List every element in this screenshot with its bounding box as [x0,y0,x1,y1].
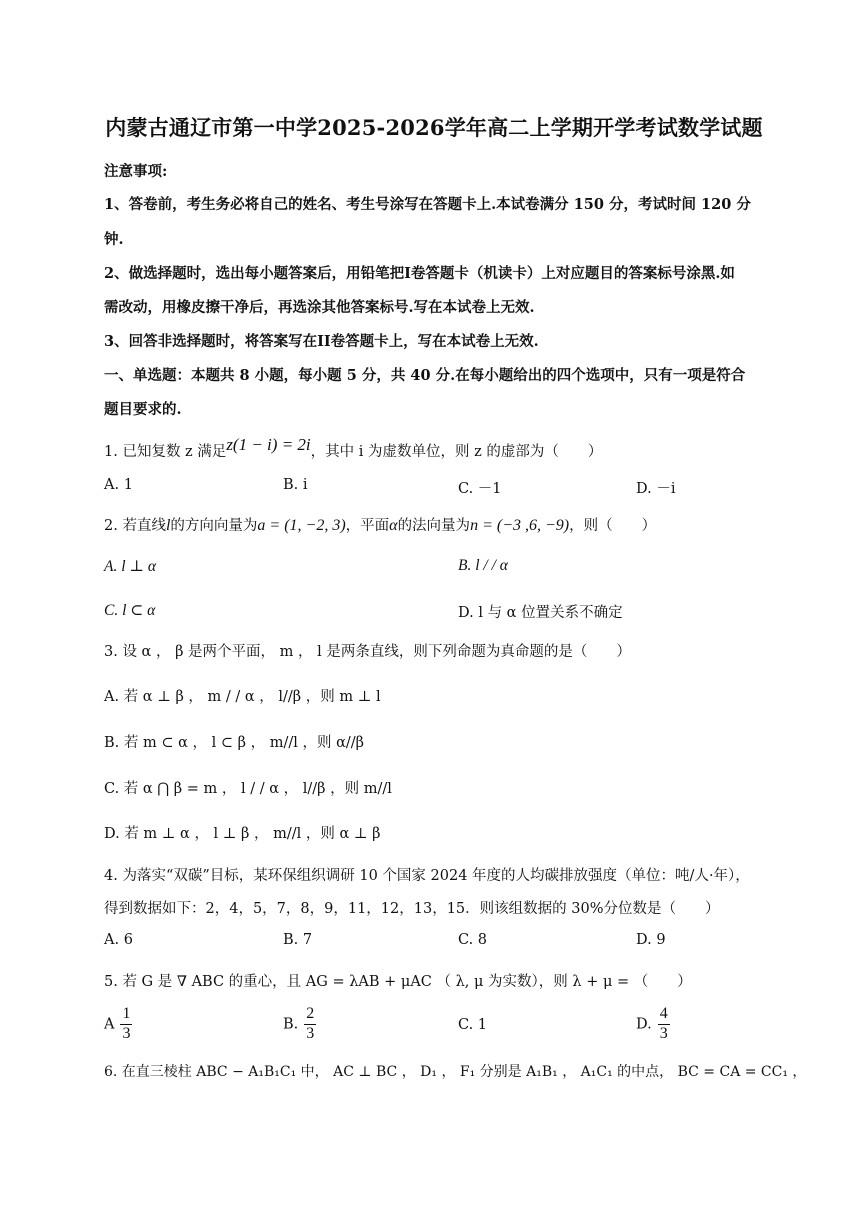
question-2-option-c: C. l ⊂ α [104,602,156,619]
question-2-text-c: ，平面 [345,518,390,534]
question-1-option-c: C. －1 [458,481,502,497]
notice-item-3: 3、回答非选择题时，将答案写在II卷答题卡上，写在本试卷上无效. [104,333,539,350]
question-3-option-a: A. 若 α ⊥ β ， m / / α ， l//β ，则 m ⊥ l [104,689,381,705]
question-3-option-c: C. 若 α ⋂ β = m ， l / / α ， l//β ，则 m//l [104,781,392,797]
question-1-stem [104,435,603,461]
question-3-option-d: D. 若 m ⊥ α ， l ⊥ β ， m//l ，则 α ⊥ β [104,826,381,842]
question-4-stem-line-1: 4. 为落实“双碳”目标，某环保组织调研 10 个国家 2024 年度的人均碳排放强度（单位：吨/人·年）， [104,868,750,884]
question-5-option-d-label: D. [636,1016,652,1033]
question-5-stem: 5. 若 G 是 ∇ ABC 的重心，且 AG = λAB + μAC （ λ, μ 为实数），则 λ + μ = （ ） [104,974,692,990]
question-2-normal-vector: n = (−3 ,6, −9) [470,517,570,534]
question-5-option-b-fraction [304,1006,316,1043]
question-2-text-b: 的方向向量为 [170,518,258,534]
section-1-heading-line-2: 题目要求的. [104,401,182,418]
notice-item-1-line-2: 钟. [104,231,124,248]
question-5-option-d [636,1006,670,1043]
question-2-option-a: A. l ⊥ α [104,558,156,575]
question-5-option-b [283,1006,316,1043]
question-2-line-symbol: l [165,517,171,534]
question-5-option-a-fraction [120,1006,132,1043]
fraction-numerator: 1 [120,1006,132,1025]
question-5-option-b-label: B. [283,1016,299,1033]
fraction-numerator: 2 [304,1006,316,1025]
question-2-option-d: D. l 与 α 位置关系不确定 [458,605,623,621]
question-4-stem-line-2: 得到数据如下：2，4，5，7，8，9，11，12，13，15．则该组数据的 30%分位数是（ ） [104,901,720,917]
question-2-option-b: B. l / / α [458,557,508,574]
question-2-text-a: 2. 若直线 [104,518,166,534]
question-6-stem: 6. 在直三棱柱 ABC − A₁B₁C₁ 中， AC ⊥ BC ， D₁ ， F₁ 分别是 A₁B₁ ， A₁C₁ 的中点， BC = CA = CC₁ ， [104,1064,807,1080]
question-1-option-a: A. 1 [104,477,133,493]
question-1-text-b: ，其中 i 为虚数单位，则 z 的虚部为（ ） [310,444,603,460]
fraction-denominator: 3 [306,1024,315,1042]
question-3-stem: 3. 设 α ， β 是两个平面， m ， l 是两条直线，则下列命题为真命题的是（ ） [104,644,631,660]
exam-title: 内蒙古通辽市第一中学2025-2026学年高二上学期开学考试数学试题 [105,115,763,140]
notice-item-2-line-2: 需改动，用橡皮擦干净后，再选涂其他答案标号.写在本试卷上无效. [104,299,535,316]
fraction-numerator: 4 [658,1006,670,1025]
question-2-direction-vector: a = (1, −2, 3) [257,517,346,534]
fraction-denominator: 3 [122,1024,131,1042]
question-4-option-d: D. 9 [636,932,666,948]
notice-heading: 注意事项: [104,163,168,180]
question-1-formula: z(1 − i) = 2i [226,435,311,454]
question-4-option-b: B. 7 [283,932,313,948]
question-5-option-c: C. 1 [458,1017,488,1033]
question-5-option-a-label: A [104,1016,115,1033]
question-3-option-b: B. 若 m ⊂ α ， l ⊂ β ， m//l ，则 α//β [104,735,365,751]
question-1-text-a: 1. 已知复数 z 满足 [104,444,227,460]
fraction-denominator: 3 [659,1024,668,1042]
question-2-stem [104,514,656,535]
question-2-plane-symbol: α [389,517,398,534]
question-2-text-d: 的法向量为 [397,518,471,534]
question-1-option-b: B. i [283,477,308,493]
question-1-option-d: D. －i [636,481,676,497]
question-2-text-e: ，则（ ） [569,518,657,534]
notice-item-1-line-1: 1、答卷前，考生务必将自己的姓名、考生号涂写在答题卡上.本试卷满分 150 分，考试时间 120 分 [104,196,751,213]
section-1-heading-line-1: 一、单选题：本题共 8 小题，每小题 5 分，共 40 分.在每小题给出的四个选项中，只有一项是符合 [104,367,746,384]
question-5-option-a [104,1006,132,1043]
question-5-option-d-fraction [658,1006,670,1043]
question-4-option-c: C. 8 [458,932,488,948]
notice-item-2-line-1: 2、做选择题时，选出每小题答案后，用铅笔把I卷答题卡（机读卡）上对应题目的答案标号涂黑.如 [104,265,735,282]
question-4-option-a: A. 6 [104,932,133,948]
